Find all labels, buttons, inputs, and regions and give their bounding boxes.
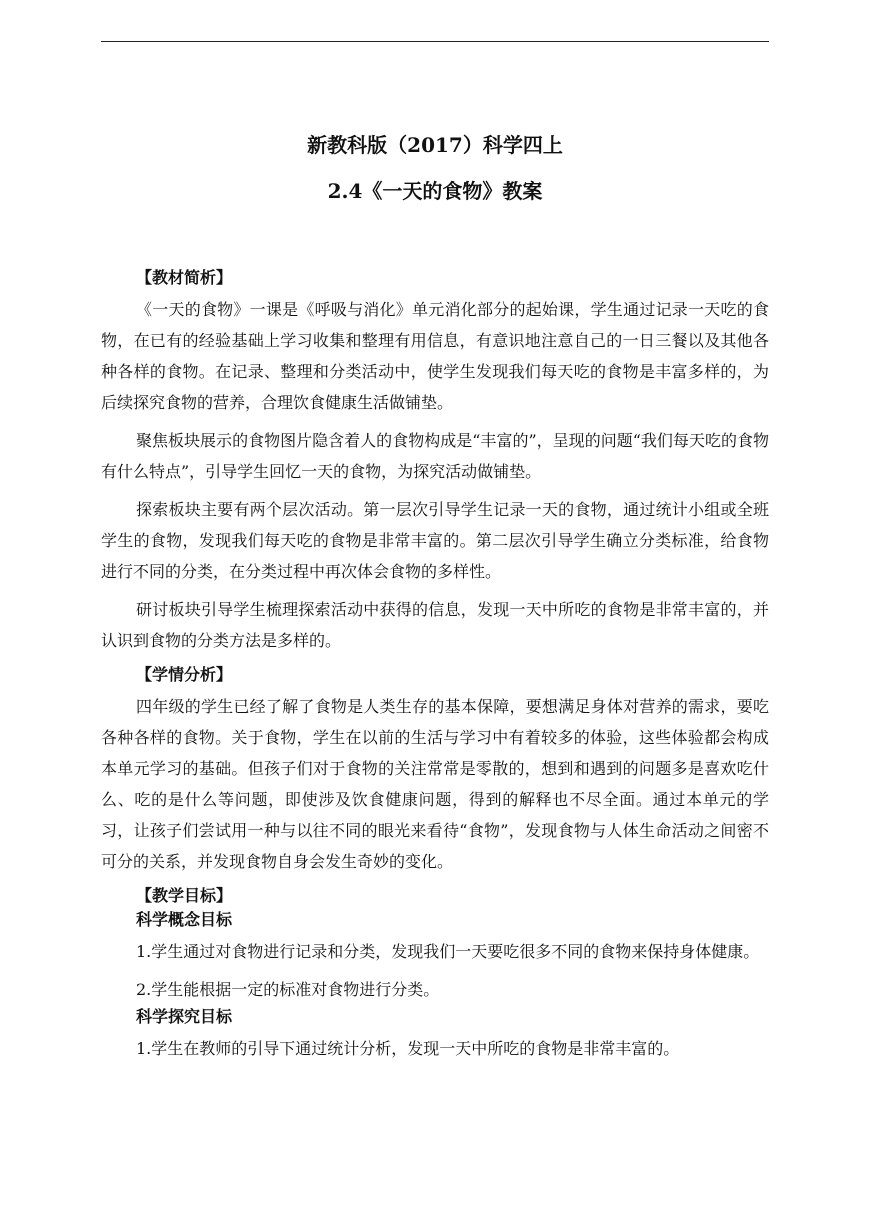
paragraph: 四年级的学生已经了解了食物是人类生存的基本保障，要想满足身体对营养的需求，要吃各种各样的食物。关于食物，学生在以前的生活与学习中有着较多的体验，这些体验都会构成本单元学习的基础。但孩子们对于食物的关注常常是零散的，想到和遇到的问题多是喜欢吃什么、吃的是什么等问题，即使涉及饮食健康问题，得到的解释也不尽全面。通过本单元的学习，让孩子们尝试用一种与以往不同的眼光来看待“食物”，发现食物与人体生命活动之间密不可分的关系，并发现食物自身会发生奇妙的变化。 [101,697,769,871]
list-item: 1.学生在教师的引导下通过统计分析，发现一天中所吃的食物是非常丰富的。 [136,1039,680,1058]
paragraph: 研讨板块引导学生梳理探索活动中获得的信息，发现一天中所吃的食物是非常丰富的，并认识到食物的分类方法是多样的。 [101,600,769,650]
paragraph: 《一天的食物》一课是《呼吸与消化》单元消化部分的起始课，学生通过记录一天吃的食物，在已有的经验基础上学习收集和整理有用信息，有意识地注意自己的一日三餐以及其他各种各样的食物。在记录、整理和分类活动中，使学生发现我们每天吃的食物是丰富多样的，为后续探究食物的营养，合理饮食健康生活做铺垫。 [101,300,769,412]
paragraph: 聚焦板块展示的食物图片隐含着人的食物构成是“丰富的”，呈现的问题“我们每天吃的食物有什么特点”，引导学生回忆一天的食物，为探究活动做铺垫。 [101,431,769,481]
document-title-line1: 新教科版（2017）科学四上 [307,133,563,157]
subheading-inquiry-goals: 科学探究目标 [136,1007,233,1026]
document-body [101,120,769,1064]
list-item: 2.学生能根据一定的标准对食物进行分类。 [136,980,440,999]
subheading-concept-goals: 科学概念目标 [136,910,233,929]
document-title-line2: 2.4《一天的食物》教案 [327,179,543,203]
header-rule [101,41,769,42]
list-item: 1.学生通过对食物进行记录和分类，发现我们一天要吃很多不同的食物来保持身体健康。 [136,942,760,961]
section-heading-student-analysis: 【学情分析】 [136,665,233,684]
section-heading-teaching-goals: 【教学目标】 [136,886,233,905]
section-heading-textbook-analysis: 【教材简析】 [136,268,233,287]
paragraph: 探索板块主要有两个层次活动。第一层次引导学生记录一天的食物，通过统计小组或全班学生的食物，发现我们每天吃的食物是非常丰富的。第二层次引导学生确立分类标准，给食物进行不同的分类，在分类过程中再次体会食物的多样性。 [101,500,769,581]
